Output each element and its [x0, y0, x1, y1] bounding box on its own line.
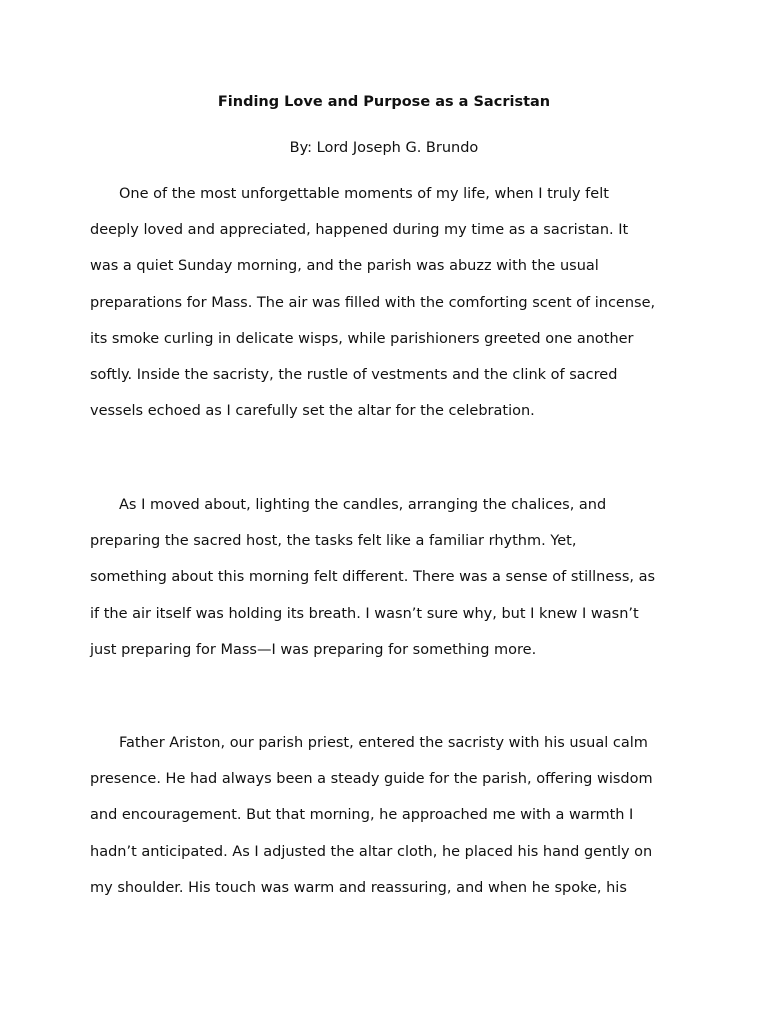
paragraph-line: if the air itself was holding its breath. I wasn’t sure why, but I knew I wasn’t [90, 605, 639, 622]
document-title: Finding Love and Purpose as a Sacristan [217, 94, 551, 110]
document-byline: By: Lord Joseph G. Brundo [289, 140, 479, 156]
paragraph-line: and encouragement. But that morning, he approached me with a warmth I [90, 807, 634, 824]
paragraph-line: One of the most unforgettable moments of my life, when I truly felt [119, 186, 609, 202]
paragraph-line: preparations for Mass. The air was filled with the comforting scent of incense, [90, 294, 656, 311]
paragraph-line: hadn’t anticipated. As I adjusted the altar cloth, he placed his hand gently on [90, 843, 653, 860]
paragraph-2 [90, 487, 682, 668]
paragraph-line: just preparing for Mass—I was preparing for something more. [90, 641, 537, 658]
paragraph-line: its smoke curling in delicate wisps, while parishioners greeted one another [90, 330, 634, 347]
paragraph-1 [90, 176, 682, 429]
paragraph-line: preparing the sacred host, the tasks felt like a familiar rhythm. Yet, [90, 533, 577, 550]
paragraph-line: deeply loved and appreciated, happened during my time as a sacristan. It [90, 222, 629, 239]
paragraph-line: presence. He had always been a steady guide for the parish, offering wisdom [90, 771, 653, 788]
paragraph-line: As I moved about, lighting the candles, arranging the chalices, and [119, 497, 607, 513]
paragraph-line: Father Ariston, our parish priest, entered the sacristy with his usual calm [119, 735, 648, 751]
paragraph-line: softly. Inside the sacristy, the rustle of vestments and the clink of sacred [90, 367, 618, 384]
paragraph-line: my shoulder. His touch was warm and reassuring, and when he spoke, his [90, 879, 627, 896]
paragraph-line: was a quiet Sunday morning, and the parish was abuzz with the usual [90, 258, 599, 275]
paragraph-line: something about this morning felt different. There was a sense of stillness, as [90, 569, 656, 586]
paragraph-line: vessels echoed as I carefully set the altar for the celebration. [90, 403, 535, 420]
paragraph-3 [90, 725, 682, 906]
